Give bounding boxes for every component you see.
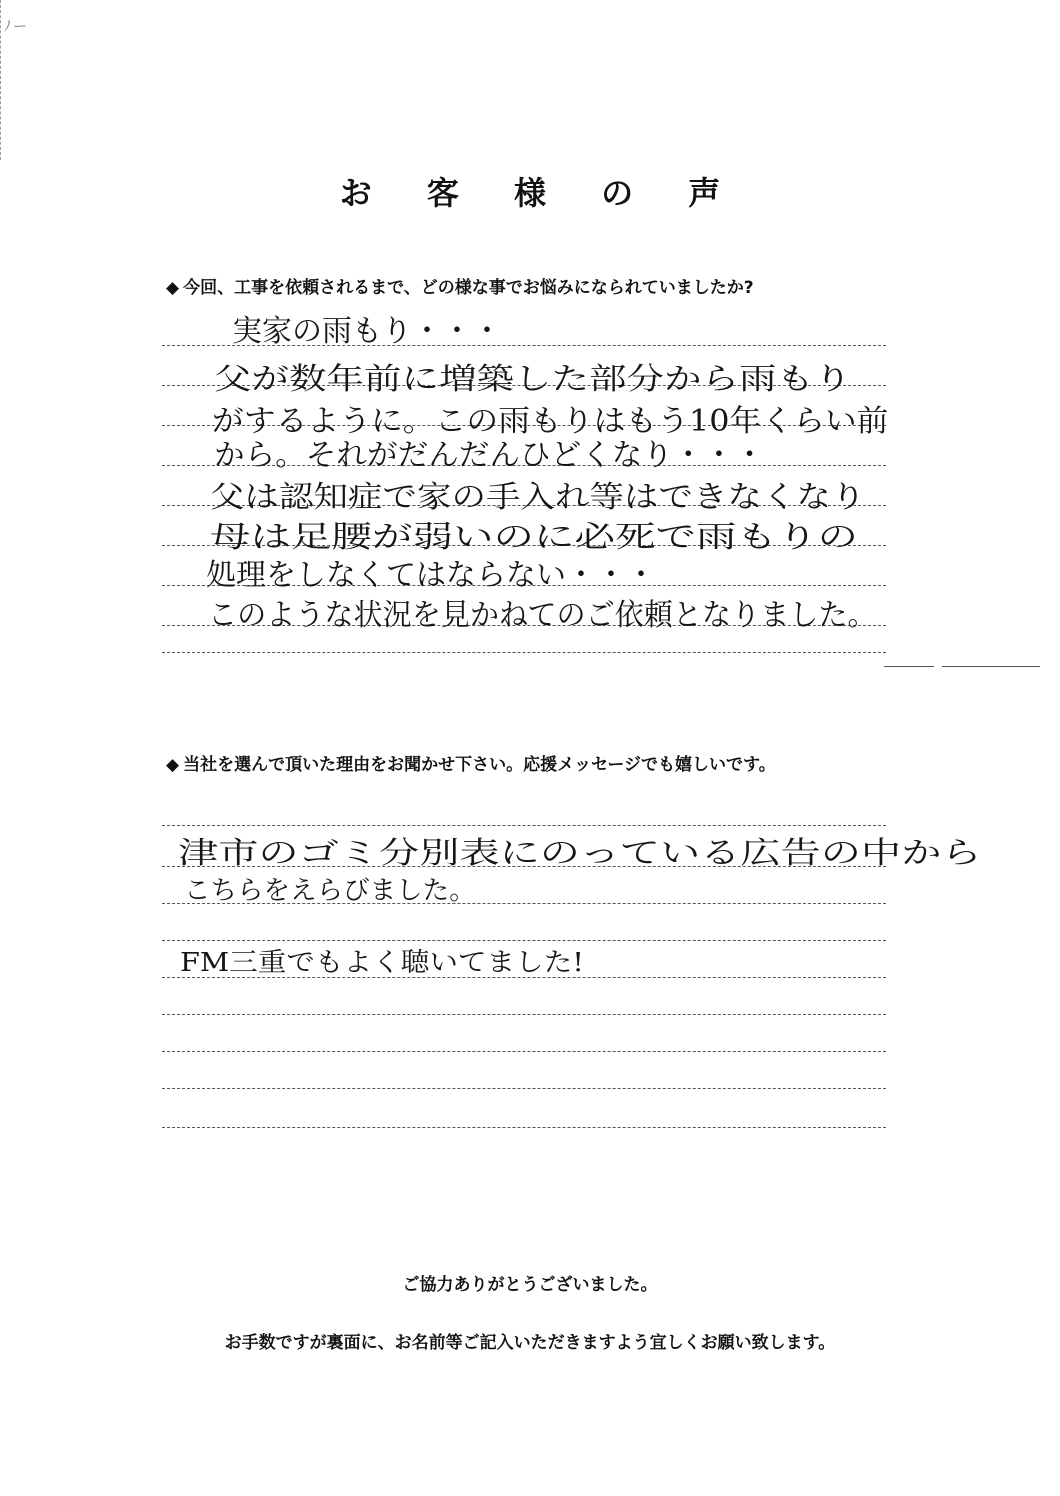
answer-1-line-1: 実家の雨もり・・・ xyxy=(232,314,502,349)
question-2-text: 当社を選んで頂いた理由をお聞かせ下さい。応援メッセージでも嬉しいです。 xyxy=(183,755,776,775)
answer-2-line-2: こちらをえらびました。 xyxy=(184,876,476,906)
answer-1-line-2: 父が数年前に増築した部分から雨もり xyxy=(214,362,852,397)
ruled-line xyxy=(162,652,886,653)
footer-thanks: ご協力ありがとうございました。 xyxy=(402,1275,658,1295)
ruled-line xyxy=(162,1014,886,1015)
ruled-line-extension xyxy=(884,666,934,667)
question-2 xyxy=(166,750,776,775)
footer-request: お手数ですが裏面に、お名前等ご記入いただきますよう宜しくお願い致します。 xyxy=(224,1333,836,1353)
answer-2-line-1: 津市のゴミ分別表にのっている広告の中から xyxy=(178,836,982,871)
question-1-text: 今回、工事を依頼されるまで、どの様な事でお悩みになられていましたか? xyxy=(183,278,754,298)
ruled-line-extension xyxy=(942,666,1040,667)
page-title: お 客 様 の 声 xyxy=(339,174,743,212)
answer-1-line-3: がするように。この雨もりはもう10年くらい前 xyxy=(212,404,889,439)
answer-1-line-6: 母は足腰が弱いのに必死で雨もりの xyxy=(210,520,858,555)
diamond-bullet-icon: ◆ xyxy=(166,755,180,775)
ruled-line xyxy=(162,1127,886,1128)
ruled-line xyxy=(162,825,886,826)
ruled-line xyxy=(162,1051,886,1052)
answer-1-line-4: から。それがだんだんひどくなり・・・ xyxy=(214,438,765,473)
ruled-line xyxy=(162,1088,886,1089)
answer-1-line-5: 父は認知症で家の手入れ等はできなくなり xyxy=(210,480,866,515)
corner-mark: ﾉー xyxy=(4,19,29,35)
ruled-line xyxy=(162,940,886,941)
question-1 xyxy=(166,273,754,298)
diamond-bullet-icon: ◆ xyxy=(166,278,180,298)
answer-2-line-3: FM三重でもよく聴いてました! xyxy=(180,948,584,978)
answer-1-line-8: このような状況を見かねてのご依頼となりました。 xyxy=(208,598,877,633)
answer-1-line-7: 処理をしなくてはならない・・・ xyxy=(206,558,656,593)
